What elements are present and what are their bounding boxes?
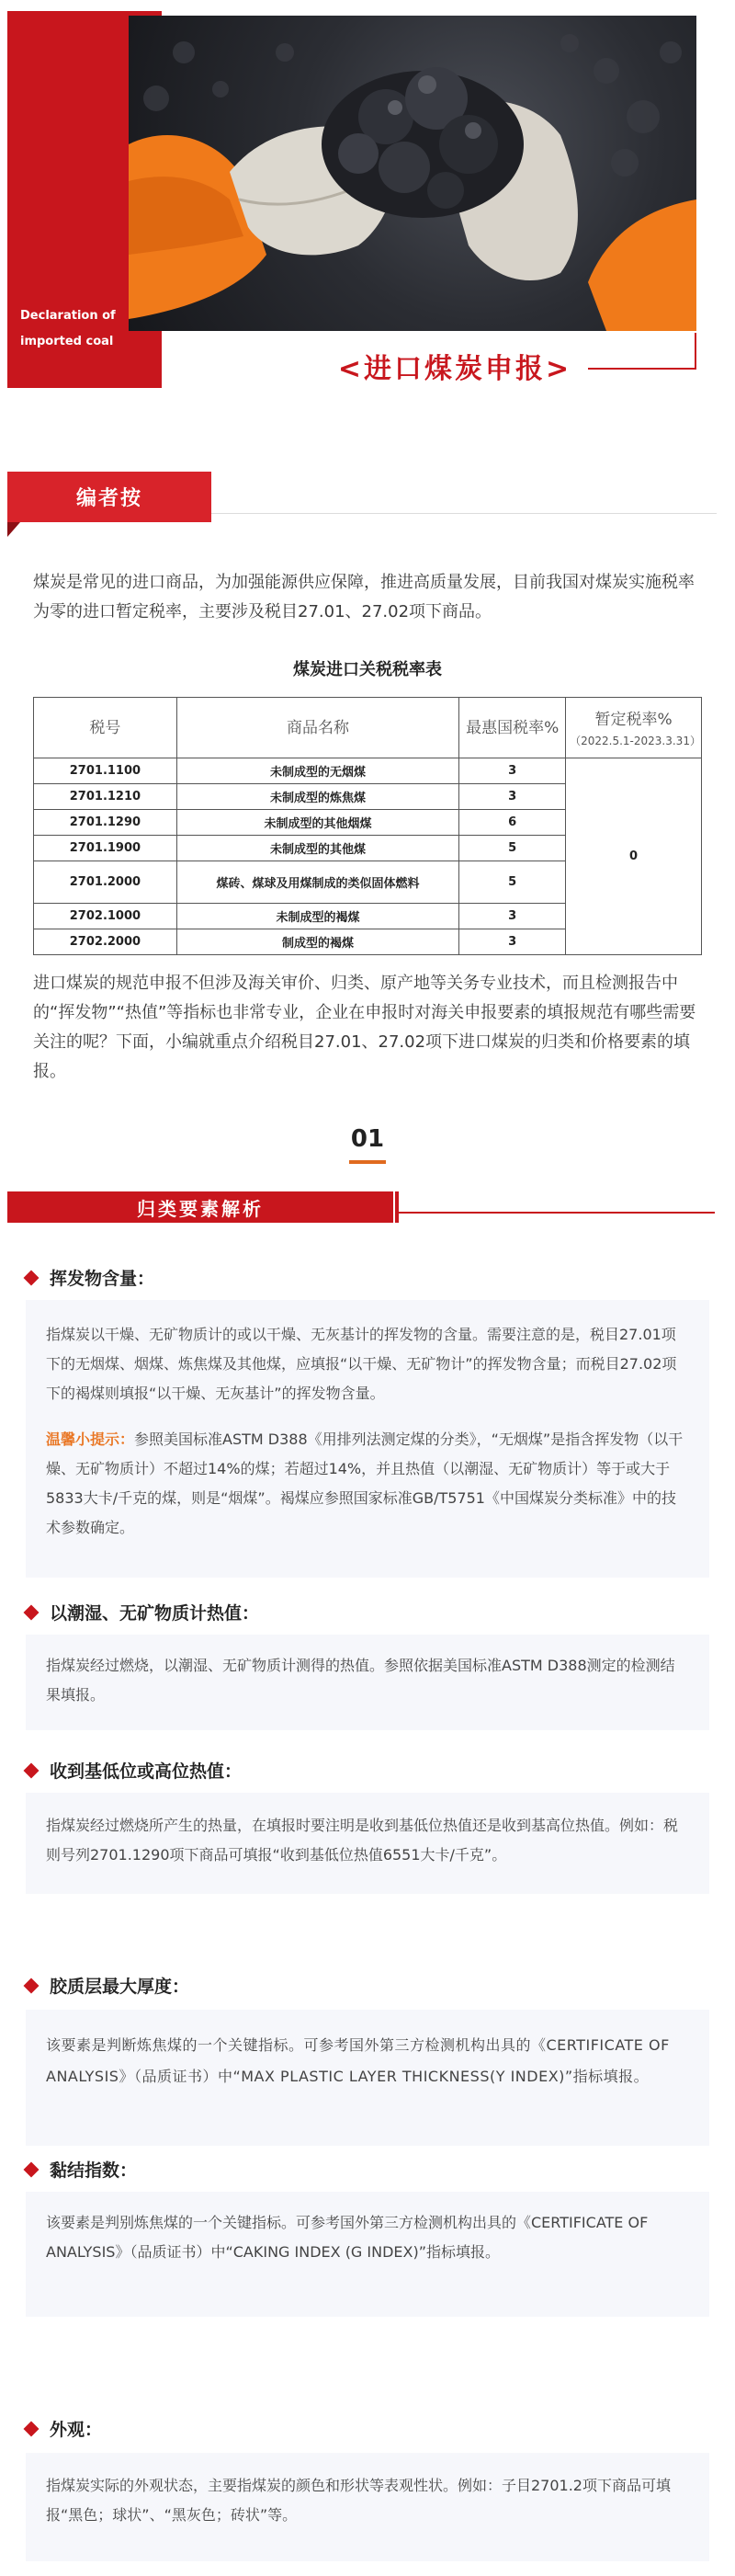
col-name: 商品名称 [176, 698, 458, 758]
item-text: 指煤炭以干燥、无矿物质计的或以干燥、无灰基计的挥发物的含量。需要注意的是，税目27.01项下的无烟煤、烟煤、炼焦煤及其他煤，应填报“以干燥、无矿物计”的挥发物含量；而税目27.02项下的褐煤则填报“以干燥、无灰基计”的挥发物含量。 [46, 1326, 677, 1402]
item-title: 挥发物含量： [50, 1269, 155, 1289]
item-text: 该要素是判别炼焦煤的一个关键指标。可参考国外第三方检测机构出具的《CERTIFICATE OF ANALYSIS》（品质证书）中“CAKING INDEX (G INDEX)”指标填报。 [46, 2214, 649, 2261]
diamond-bullet-icon [24, 1762, 40, 1778]
tip-label: 温馨小提示： [46, 1430, 135, 1448]
hero-coal-photo [129, 16, 696, 331]
col-provisional-label: 暂定税率% [594, 710, 673, 729]
item-heading-plastic-layer [26, 1973, 189, 1998]
item-title: 以潮湿、无矿物质计热值： [50, 1603, 260, 1624]
row-mfn: 3 [459, 758, 566, 784]
item-title: 黏结指数： [50, 2160, 138, 2181]
row-name: 未制成型的其他烟煤 [176, 810, 458, 836]
row-code: 2701.1900 [34, 836, 177, 861]
row-name: 未制成型的其他煤 [176, 836, 458, 861]
row-code: 2701.1290 [34, 810, 177, 836]
row-name: 未制成型的炼焦煤 [176, 784, 458, 810]
row-code: 2702.1000 [34, 904, 177, 929]
diamond-bullet-icon [24, 2421, 40, 2436]
diamond-bullet-icon [24, 2161, 40, 2177]
item-text: 该要素是判断炼焦煤的一个关键指标。可参考国外第三方检测机构出具的《CERTIFICATE OF ANALYSIS》（品质证书）中“MAX PLASTIC LAYER THICKNESS(Y INDEX)”指标填报。 [46, 2036, 670, 2085]
section-header [7, 1191, 393, 1223]
editor-note-label: 编者按 [75, 487, 142, 510]
item-card-received-basis [26, 1793, 709, 1894]
item-title: 外观： [50, 2420, 103, 2440]
tip-text: 参照美国标准ASTM D388《用排列法测定煤的分类》，“无烟煤”是指含挥发物（以干燥、无矿物质计）不超过14%的煤；若超过14%，并且热值（以潮湿、无矿物质计）等于或大于5833大卡/千克的煤，则是“烟煤”。褐煤应参照国家标准GB/T5751《中国煤炭分类标准》中的技术参数确定。 [46, 1430, 684, 1536]
row-name: 未制成型的褐煤 [176, 904, 458, 929]
item-text: 指煤炭实际的外观状态，主要指煤炭的颜色和形状等表观性状。例如：子目2701.2项下商品可填报“黑色；球状”、“黑灰色；砖状”等。 [46, 2477, 671, 2524]
row-code: 2701.1100 [34, 758, 177, 784]
col-provisional [566, 698, 702, 758]
row-code: 2701.2000 [34, 861, 177, 904]
col-code: 税号 [34, 698, 177, 758]
section-number: 01 [350, 1125, 385, 1153]
body-paragraph: 进口煤炭的规范申报不但涉及海关审价、归类、原产地等关务专业技术，而且检测报告中的“挥发物”“热值”等指标也非常专业，企业在申报时对海关申报要素的填报规范有哪些需要关注的呢？下面，小编就重点介绍税目27.01、27.02项下进口煤炭的归类和价格要素的填报。 [33, 974, 696, 1081]
row-code: 2701.1210 [34, 784, 177, 810]
row-mfn: 5 [459, 861, 566, 904]
item-heading-received-basis [26, 1758, 242, 1783]
item-text: 指煤炭经过燃烧，以潮湿、无矿物质计测得的热值。参照依据美国标准ASTM D388测定的检测结果填报。 [46, 1657, 675, 1704]
item-card-plastic-layer [26, 2010, 709, 2146]
hero-english-label: Declaration of imported coal [20, 309, 116, 348]
hero-frame-line [588, 368, 696, 370]
row-mfn: 5 [459, 836, 566, 861]
col-provisional-period: （2022.5.1-2023.3.31） [570, 734, 701, 747]
section-title: 归类要素解析 [137, 1197, 264, 1220]
coal-hands-illustration [129, 16, 696, 331]
editor-divider [211, 513, 717, 514]
item-heading-caking-index [26, 2157, 137, 2182]
tariff-table-header [34, 698, 702, 758]
table-row [34, 758, 702, 784]
row-code: 2702.2000 [34, 929, 177, 955]
row-mfn: 3 [459, 929, 566, 955]
row-mfn: 6 [459, 810, 566, 836]
tariff-table-title: 煤炭进口关税税率表 [293, 660, 442, 679]
hero-title: <进口煤炭申报> [337, 353, 572, 385]
item-text: 指煤炭经过燃烧所产生的热量，在填报时要注明是收到基低位热值还是收到基高位热值。例如：税则号列2701.1290项下商品可填报“收到基低位热值6551大卡/千克”。 [46, 1817, 679, 1864]
tariff-table [33, 697, 702, 955]
section-header-tick [395, 1191, 399, 1223]
hero-banner [0, 0, 735, 405]
item-title: 胶质层最大厚度： [50, 1977, 190, 1997]
row-name: 未制成型的无烟煤 [176, 758, 458, 784]
diamond-bullet-icon [24, 1604, 40, 1620]
row-mfn: 3 [459, 784, 566, 810]
item-card-volatile [26, 1300, 709, 1578]
row-name: 制成型的褐煤 [176, 929, 458, 955]
item-card-calorific-moist [26, 1635, 709, 1730]
editor-tag-fold [7, 522, 20, 537]
item-heading-appearance [26, 2416, 102, 2441]
diamond-bullet-icon [24, 1978, 40, 1993]
row-mfn: 3 [459, 904, 566, 929]
section-header-line [399, 1212, 715, 1214]
hero-frame-line-vertical [695, 333, 696, 370]
hero-title-box [322, 342, 588, 390]
row-name: 煤砖、煤球及用煤制成的类似固体燃料 [176, 861, 458, 904]
item-title: 收到基低位或高位热值： [50, 1761, 243, 1782]
item-heading-volatile [26, 1265, 154, 1290]
diamond-bullet-icon [24, 1270, 40, 1285]
editor-note-tag [7, 472, 211, 522]
item-card-caking-index [26, 2192, 709, 2317]
col-mfn: 最惠国税率% [459, 698, 566, 758]
provisional-rate-cell: 0 [566, 758, 702, 955]
intro-paragraph: 煤炭是常见的进口商品，为加强能源供应保障，推进高质量发展，目前我国对煤炭实施税率为零的进口暂定税率，主要涉及税目27.01、27.02项下商品。 [33, 573, 695, 621]
item-tip [46, 1425, 689, 1543]
section-number-underline [349, 1160, 386, 1164]
item-card-appearance [26, 2453, 709, 2561]
item-heading-calorific-moist [26, 1600, 259, 1624]
